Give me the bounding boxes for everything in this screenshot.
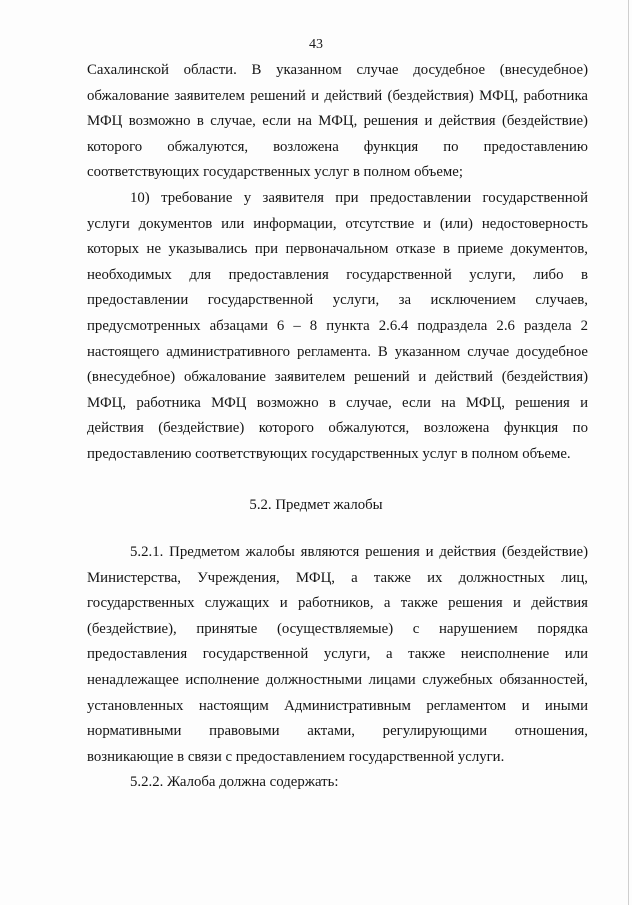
text-line: которых не указывались при первоначальном отказе в приеме документов, <box>87 241 588 258</box>
lower-text-block <box>87 540 588 796</box>
text-line: Сахалинской области. В указанном случае досудебное (внесудебное) <box>87 62 588 78</box>
text-line: соответствующих государственных услуг в полном объеме; <box>87 164 463 181</box>
text-line: Министерства, Учреждения, МФЦ, а также их должностных лиц, <box>87 569 588 586</box>
text-line: предоставлению соответствующих государственных услуг в полном объеме. <box>87 445 571 462</box>
item-10-paragraph <box>87 186 588 468</box>
upper-text-block <box>87 58 588 468</box>
text-line: ненадлежащее исполнение должностными лицами служебных обязанностей, <box>87 671 588 688</box>
text-line: установленных настоящим Административным регламентом и иными <box>87 697 588 714</box>
text-line: нормативными правовыми актами, регулирующими отношения, <box>87 723 588 740</box>
paragraph-5-2-2: 5.2.2. Жалоба должна содержать: <box>130 774 339 791</box>
text-line: МФЦ, работника МФЦ возможно в случае, если на МФЦ, решения и <box>87 394 588 411</box>
text-line: возникающие в связи с предоставлением государственной услуги. <box>87 748 505 765</box>
text-line: предоставления государственной услуги, а также неисполнение или <box>87 646 588 663</box>
text-line: предоставлении государственной услуги, за исключением случаев, <box>87 292 588 309</box>
text-line: 10) требование у заявителя при предоставлении государственной <box>130 189 588 206</box>
text-line: необходимых для предоставления государственной услуги, либо в <box>87 266 588 283</box>
text-line: (бездействие), принятые (осуществляемые) с нарушением порядка <box>87 620 588 637</box>
text-line: настоящего административного регламента. В указанном случае досудебное <box>87 343 588 360</box>
text-line: услуги документов или информации, отсутствие и (или) недостоверность <box>87 215 588 232</box>
text-line: (внесудебное) обжалование заявителем решений и действий (бездействия) <box>87 369 588 386</box>
page-number: 43 <box>309 37 323 52</box>
text-line: предусмотренных абзацами 6 – 8 пункта 2.6.4 подраздела 2.6 раздела 2 <box>87 317 588 334</box>
paragraph-5-2-1 <box>87 540 588 770</box>
text-line: МФЦ возможно в случае, если на МФЦ, решения и действия (бездействие) <box>87 113 588 130</box>
section-heading: 5.2. Предмет жалобы <box>249 497 383 513</box>
top-paragraph <box>87 58 588 186</box>
text-line: которого обжалуются, возложена функция по предоставлению <box>87 138 588 155</box>
text-line: 5.2.1. Предметом жалобы являются решения и действия (бездействие) <box>130 544 588 560</box>
text-line: обжалование заявителем решений и действий (бездействия) МФЦ, работника <box>87 87 588 104</box>
text-line: действия (бездействие) которого обжалуются, возложена функция по <box>87 420 588 437</box>
text-line: государственных служащих и работников, а также решения и действия <box>87 595 588 612</box>
